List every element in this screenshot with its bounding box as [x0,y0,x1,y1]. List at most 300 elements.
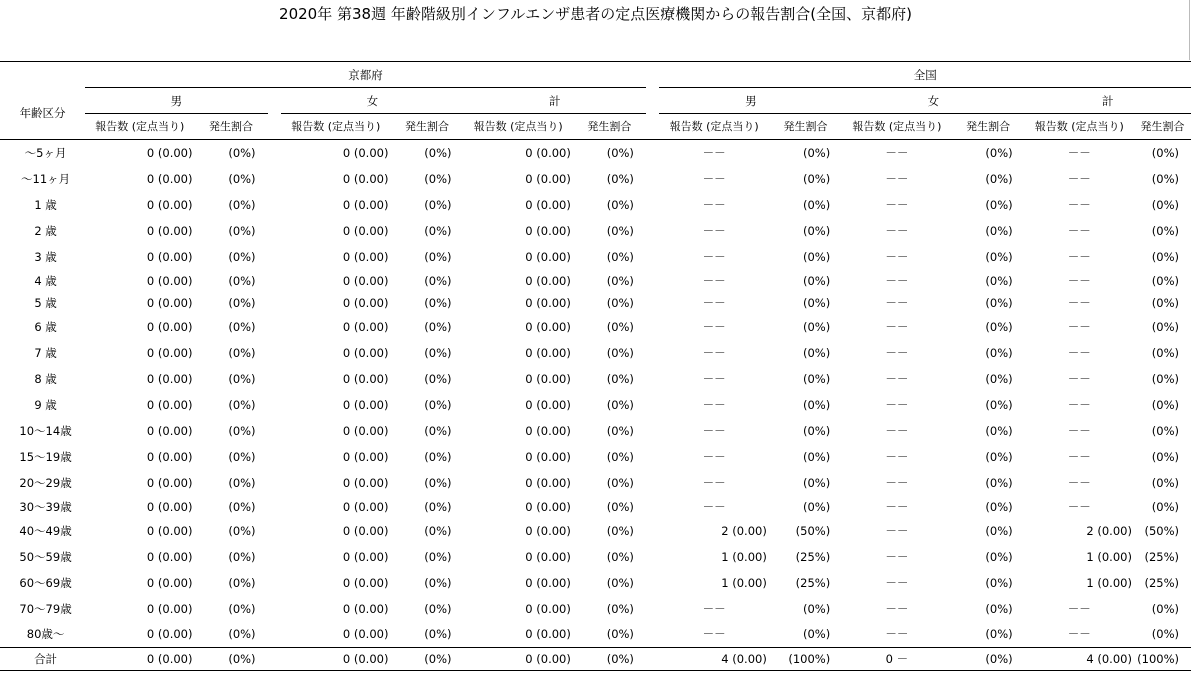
count-cell: 0 (0.00) [525,475,571,490]
ratio-cell: (0%) [228,319,256,334]
ratio-cell: (0%) [802,397,831,412]
kyoto-male-header: 男 [85,88,267,114]
ratio-cell: (0%) [228,499,256,514]
table-row [0,418,1191,444]
count-cell: 0 (0.00) [525,523,571,538]
count-cell: －－ [1067,295,1091,310]
ratio-cell: (0%) [985,295,1013,310]
ratio-cell: (0%) [985,549,1013,564]
national-female-header: 女 [842,88,1024,114]
ratio-cell: (0%) [606,627,634,642]
count-cell: 0 (0.00) [342,223,389,238]
ratio-cell: (0%) [985,423,1013,438]
count-cell: 0 (0.00) [525,249,571,264]
ratio-cell: (0%) [1151,423,1179,438]
count-cell: 0 (0.00) [525,145,571,160]
ratio-cell: (0%) [985,345,1013,360]
count-cell: 0 (0.00) [525,449,571,464]
ratio-cell: (0%) [1151,475,1179,490]
count-cell: －－ [702,499,726,514]
table-row [0,570,1191,596]
table-row [0,192,1191,218]
ratio-cell: (0%) [606,475,634,490]
count-cell: －－ [702,295,726,310]
count-cell: －－ [1067,145,1091,160]
ratio-cell: (0%) [1151,197,1179,212]
ratio-cell: (0%) [802,499,831,514]
count-cell: 0 (0.00) [342,197,389,212]
count-cell: 0 (0.00) [342,319,389,334]
ratio-cell: (0%) [228,549,256,564]
count-cell: －－ [1067,449,1091,464]
count-cell: 0 (0.00) [342,475,389,490]
count-cell: 0 (0.00) [342,145,389,160]
ratio-cell: (0%) [228,523,256,538]
ratio-cell: (0%) [1151,249,1179,264]
count-cell: 0 (0.00) [146,197,193,212]
count-cell: 0 (0.00) [342,295,389,310]
table-row [0,444,1191,470]
ratio-cell: (0%) [606,423,634,438]
count-cell: －－ [885,145,909,160]
ratio-cell: (0%) [424,449,452,464]
count-cell: 4 (0.00) [1025,648,1134,671]
count-cell: 0 (0.00) [525,171,571,186]
count-cell: 1 (0.00) [1086,575,1132,590]
count-cell: 0 (0.00) [146,249,193,264]
ratio-cell: (0%) [390,648,463,671]
age-label: 合計 [0,648,85,671]
ratio-cell: (0%) [424,171,452,186]
count-cell: －－ [702,449,726,464]
count-cell: 0 (0.00) [525,295,571,310]
count-cell: －－ [885,319,909,334]
age-label: 40～49歳 [19,523,72,538]
count-cell: 0 (0.00) [525,397,571,412]
count-cell: －－ [885,223,909,238]
age-label: 1 歳 [34,197,57,212]
ratio-cell: (0%) [1151,171,1179,186]
count-cell: 0 (0.00) [525,499,571,514]
influenza-report-table [0,61,1191,671]
count-cell: 1 (0.00) [721,549,767,564]
ratio-cell: (0%) [194,648,267,671]
ratio-cell: (25%) [795,575,831,590]
count-cell: 0 (0.00) [525,549,571,564]
ratio-cell: (0%) [802,145,831,160]
ratio-cell: (0%) [1151,627,1179,642]
ratio-cell: (0%) [985,499,1013,514]
kyoto-female-header: 女 [281,88,463,114]
ratio-cell: (25%) [1144,549,1179,564]
count-cell: －－ [1067,601,1091,616]
ratio-cell: (0%) [424,627,452,642]
count-cell: 0 (0.00) [342,249,389,264]
ratio-cell: (0%) [985,145,1013,160]
page-title: 2020年 第38週 年齢階級別インフルエンザ患者の定点医療機関からの報告割合(全国、京都府) [279,5,912,23]
ratio-cell: (25%) [1144,575,1179,590]
ratio-cell: (0%) [228,449,256,464]
ratio-cell: (0%) [1151,601,1179,616]
count-cell: －－ [702,371,726,386]
ratio-cell: (0%) [424,475,452,490]
ratio-cell: (0%) [424,273,452,288]
count-cell: 0 (0.00) [146,575,193,590]
ratio-cell: (0%) [606,295,634,310]
ratio-cell: (0%) [228,145,256,160]
age-label: 3 歳 [34,249,57,264]
ratio-cell: (0%) [1151,499,1179,514]
count-cell: 0 (0.00) [146,499,193,514]
ratio-cell: (0%) [606,499,634,514]
count-cell: －－ [885,475,909,490]
count-cell: －－ [702,397,726,412]
count-cell: －－ [702,273,726,288]
table-row [0,244,1191,270]
ratio-cell: (0%) [985,249,1013,264]
kyoto-female-ratio-header: 発生割合 [390,114,463,140]
count-cell: 0 (0.00) [146,371,193,386]
count-cell: 0 (0.00) [525,575,571,590]
ratio-cell: (0%) [424,601,452,616]
table-row [0,314,1191,340]
table-row [0,496,1191,518]
ratio-cell: (0%) [1151,145,1179,160]
count-cell: －－ [885,295,909,310]
count-cell: －－ [885,523,909,538]
ratio-cell: (0%) [424,249,452,264]
table-row [0,292,1191,314]
region-kyoto-header: 京都府 [85,62,646,88]
count-cell: 0 (0.00) [85,648,194,671]
count-cell: 0 (0.00) [146,423,193,438]
count-cell: 4 (0.00) [659,648,768,671]
ratio-cell: (0%) [952,648,1025,671]
ratio-cell: (0%) [802,601,831,616]
ratio-cell: (0%) [606,601,634,616]
count-cell: 0 (0.00) [525,223,571,238]
count-cell: －－ [885,249,909,264]
ratio-cell: (0%) [985,397,1013,412]
ratio-cell: (0%) [424,423,452,438]
table-row [0,518,1191,544]
ratio-cell: (0%) [802,627,831,642]
count-cell: －－ [702,145,726,160]
ratio-cell: (50%) [795,523,831,538]
table-row [0,596,1191,622]
count-cell: －－ [885,397,909,412]
ratio-cell: (0%) [606,575,634,590]
ratio-cell: (0%) [424,145,452,160]
ratio-cell: (0%) [228,295,256,310]
ratio-cell: (0%) [802,197,831,212]
national-male-count-header: 報告数 (定点当り) [659,114,768,140]
count-cell: －－ [1067,499,1091,514]
ratio-cell: (0%) [802,249,831,264]
ratio-cell: (0%) [985,475,1013,490]
count-cell: 0 (0.00) [146,295,193,310]
ratio-cell: (0%) [424,499,452,514]
ratio-cell: (0%) [228,575,256,590]
count-cell: 0 － [842,648,951,671]
ratio-cell: (0%) [802,475,831,490]
count-cell: 1 (0.00) [1086,549,1132,564]
ratio-cell: (0%) [228,273,256,288]
right-border-line [1189,0,1190,60]
count-cell: －－ [702,345,726,360]
count-cell: －－ [1067,273,1091,288]
count-cell: －－ [1067,397,1091,412]
ratio-cell: (0%) [802,295,831,310]
count-cell: 0 (0.00) [525,423,571,438]
count-cell: 0 (0.00) [342,171,389,186]
ratio-cell: (0%) [802,449,831,464]
ratio-cell: (0%) [228,345,256,360]
count-cell: －－ [702,171,726,186]
ratio-cell: (0%) [985,371,1013,386]
ratio-cell: (0%) [985,523,1013,538]
ratio-cell: (0%) [802,223,831,238]
ratio-cell: (0%) [985,627,1013,642]
ratio-cell: (0%) [802,319,831,334]
count-cell: 1 (0.00) [721,575,767,590]
national-total-ratio-header: 発生割合 [1134,114,1191,140]
count-cell: 0 (0.00) [342,449,389,464]
count-cell: 0 (0.00) [525,273,571,288]
count-cell: 0 (0.00) [146,273,193,288]
count-cell: 0 (0.00) [146,145,193,160]
count-cell: 0 (0.00) [342,627,389,642]
table-row [0,622,1191,648]
count-cell: －－ [885,449,909,464]
table-body [0,140,1191,671]
ratio-cell: (0%) [1151,223,1179,238]
count-cell: －－ [702,423,726,438]
kyoto-male-count-header: 報告数 (定点当り) [85,114,194,140]
age-label: 2 歳 [34,223,57,238]
ratio-cell: (0%) [606,171,634,186]
ratio-cell: (0%) [606,145,634,160]
count-cell: －－ [885,575,909,590]
count-cell: －－ [885,345,909,360]
count-cell: －－ [1067,627,1091,642]
count-cell: －－ [702,475,726,490]
ratio-cell: (0%) [228,397,256,412]
count-cell: －－ [702,319,726,334]
kyoto-total-header: 計 [464,88,646,114]
table-row [0,270,1191,292]
count-cell: 0 (0.00) [342,397,389,412]
table-row [0,140,1191,166]
count-cell: －－ [885,627,909,642]
national-total-count-header: 報告数 (定点当り) [1025,114,1134,140]
ratio-cell: (0%) [1151,371,1179,386]
age-label: 80歳～ [26,627,65,642]
age-label: 30～39歳 [19,499,72,514]
count-cell: 0 (0.00) [146,345,193,360]
count-cell: －－ [1067,171,1091,186]
age-label: ～11ヶ月 [21,171,71,186]
ratio-cell: (0%) [228,371,256,386]
count-cell: －－ [1067,319,1091,334]
count-cell: 0 (0.00) [342,423,389,438]
count-cell: 0 (0.00) [146,171,193,186]
kyoto-female-count-header: 報告数 (定点当り) [281,114,390,140]
national-male-header: 男 [659,88,842,114]
count-cell: 0 (0.00) [281,648,390,671]
age-label: 5 歳 [34,295,57,310]
ratio-cell: (50%) [1144,523,1179,538]
ratio-cell: (0%) [228,475,256,490]
ratio-cell: (0%) [985,171,1013,186]
count-cell: 0 (0.00) [342,601,389,616]
ratio-cell: (0%) [606,523,634,538]
ratio-cell: (0%) [985,575,1013,590]
count-cell: －－ [885,549,909,564]
count-cell: －－ [1067,475,1091,490]
ratio-cell: (0%) [424,197,452,212]
age-label: 7 歳 [34,345,57,360]
ratio-cell: (0%) [1151,295,1179,310]
count-cell: 0 (0.00) [342,549,389,564]
count-cell: 2 (0.00) [1086,523,1132,538]
count-cell: －－ [702,601,726,616]
count-cell: －－ [1067,197,1091,212]
count-cell: 0 (0.00) [146,627,193,642]
ratio-cell: (0%) [985,223,1013,238]
kyoto-male-ratio-header: 発生割合 [194,114,267,140]
count-cell: 0 (0.00) [146,319,193,334]
table-row [0,470,1191,496]
count-cell: －－ [702,223,726,238]
ratio-cell: (0%) [606,397,634,412]
ratio-cell: (0%) [424,295,452,310]
age-label: 70～79歳 [19,601,72,616]
count-cell: 0 (0.00) [146,397,193,412]
count-cell: 0 (0.00) [146,549,193,564]
age-label: 60～69歳 [19,575,72,590]
count-cell: 0 (0.00) [342,273,389,288]
count-cell: 0 (0.00) [342,523,389,538]
count-cell: －－ [1067,345,1091,360]
national-male-ratio-header: 発生割合 [769,114,842,140]
ratio-cell: (0%) [1151,319,1179,334]
kyoto-total-ratio-header: 発生割合 [573,114,646,140]
count-cell: 0 (0.00) [525,345,571,360]
ratio-cell: (0%) [424,397,452,412]
age-label: ～5ヶ月 [24,145,67,160]
count-cell: －－ [885,423,909,438]
count-cell: －－ [885,499,909,514]
ratio-cell: (0%) [985,273,1013,288]
ratio-cell: (0%) [228,197,256,212]
ratio-cell: (0%) [228,627,256,642]
ratio-cell: (0%) [802,171,831,186]
age-label: 4 歳 [34,273,57,288]
count-cell: 0 (0.00) [342,371,389,386]
ratio-cell: (0%) [606,345,634,360]
count-cell: 0 (0.00) [525,371,571,386]
table-row [0,218,1191,244]
national-female-ratio-header: 発生割合 [952,114,1025,140]
ratio-cell: (0%) [606,549,634,564]
region-national-header: 全国 [659,62,1191,88]
national-total-header: 計 [1025,88,1191,114]
ratio-cell: (25%) [795,549,831,564]
count-cell: 0 (0.00) [525,627,571,642]
ratio-cell: (0%) [606,197,634,212]
count-cell: 0 (0.00) [146,475,193,490]
count-cell: 0 (0.00) [525,197,571,212]
total-row [0,648,1191,671]
count-cell: －－ [885,273,909,288]
ratio-cell: (0%) [802,423,831,438]
count-cell: －－ [702,249,726,264]
ratio-cell: (0%) [1151,397,1179,412]
count-cell: 0 (0.00) [146,601,193,616]
table-row [0,392,1191,418]
age-label: 50～59歳 [19,549,72,564]
count-cell: 0 (0.00) [146,449,193,464]
ratio-cell: (0%) [606,249,634,264]
national-female-count-header: 報告数 (定点当り) [842,114,951,140]
ratio-cell: (0%) [1151,449,1179,464]
age-label: 9 歳 [34,397,57,412]
age-group-header: 年齢区分 [0,88,85,140]
ratio-cell: (0%) [606,319,634,334]
ratio-cell: (0%) [228,423,256,438]
count-cell: 0 (0.00) [464,648,573,671]
ratio-cell: (0%) [424,549,452,564]
count-cell: －－ [885,171,909,186]
ratio-cell: (0%) [424,575,452,590]
ratio-cell: (0%) [424,523,452,538]
ratio-cell: (100%) [769,648,842,671]
ratio-cell: (0%) [424,371,452,386]
count-cell: 0 (0.00) [525,601,571,616]
ratio-cell: (0%) [802,273,831,288]
ratio-cell: (0%) [606,449,634,464]
age-label: 6 歳 [34,319,57,334]
count-cell: 0 (0.00) [146,223,193,238]
age-label: 20～29歳 [19,475,72,490]
ratio-cell: (0%) [802,371,831,386]
count-cell: －－ [885,197,909,212]
table-row [0,544,1191,570]
ratio-cell: (0%) [228,223,256,238]
count-cell: －－ [1067,249,1091,264]
age-label: 8 歳 [34,371,57,386]
ratio-cell: (0%) [228,249,256,264]
count-cell: －－ [885,371,909,386]
table-row [0,166,1191,192]
count-cell: 0 (0.00) [525,319,571,334]
ratio-cell: (0%) [606,223,634,238]
count-cell: －－ [1067,371,1091,386]
kyoto-total-count-header: 報告数 (定点当り) [464,114,573,140]
ratio-cell: (0%) [985,449,1013,464]
count-cell: 0 (0.00) [342,499,389,514]
age-label: 10～14歳 [19,423,72,438]
ratio-cell: (0%) [573,648,646,671]
age-label: 15～19歳 [19,449,72,464]
ratio-cell: (0%) [424,223,452,238]
ratio-cell: (0%) [802,345,831,360]
table-row [0,340,1191,366]
ratio-cell: (0%) [606,273,634,288]
count-cell: －－ [702,197,726,212]
ratio-cell: (0%) [606,371,634,386]
